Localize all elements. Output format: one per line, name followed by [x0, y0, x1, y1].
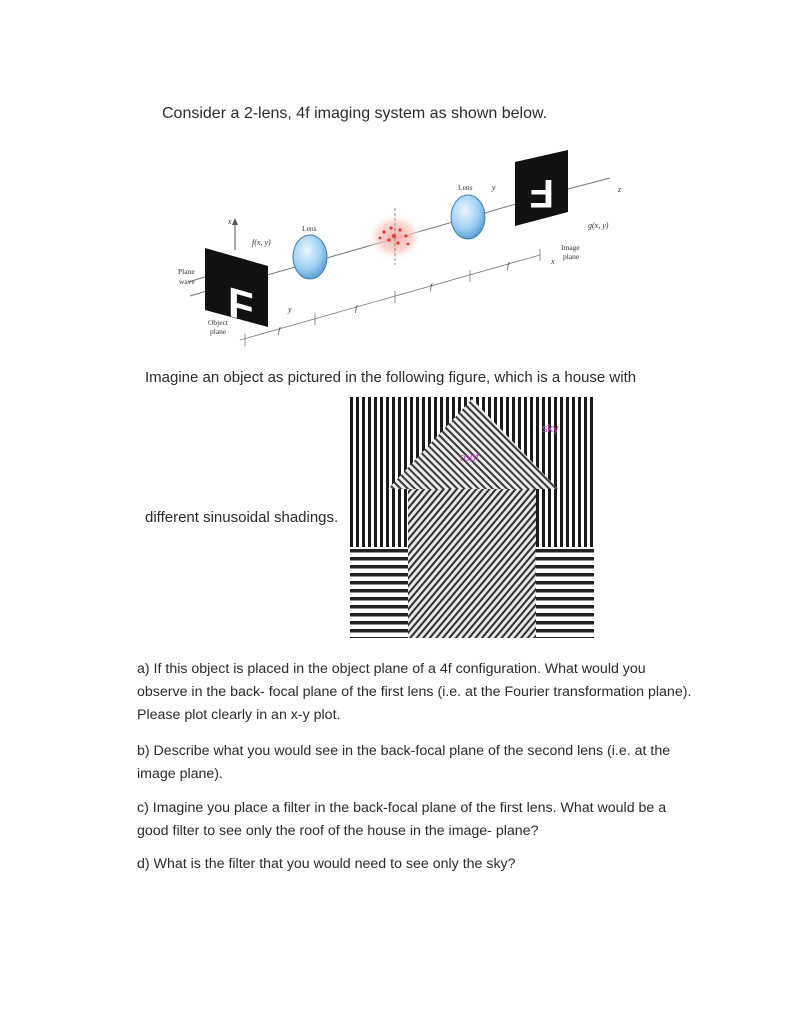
roof-label: roof [460, 452, 479, 464]
question-a: a) If this object is placed in the object plane of a 4f configuration. What would you observe in the back- focal plane of the first lens (i.e. at the Fourier transformation plane). Please plot clearly in an x-y plot. [137, 661, 692, 723]
plane-wave-label-1: Plane [178, 267, 195, 276]
question-d: d) What is the filter that you would need to see only the sky? [137, 856, 516, 872]
object-plane-label-1: Object [208, 318, 228, 327]
f-label-1: f [278, 326, 281, 335]
plane-wave-label-2: wave [179, 277, 195, 286]
image-plane-label-2: plane [563, 252, 580, 261]
lens-1-label: Lens [302, 224, 317, 233]
f-label-4: f [507, 261, 510, 270]
y-axis-label-2: y [492, 183, 496, 192]
g-xy-label: g(x, y) [588, 221, 609, 230]
x-axis-label-1: x [228, 217, 232, 226]
intro-text: Consider a 2-lens, 4f imaging system as shown below. [162, 105, 548, 122]
y-axis-label-1: y [288, 305, 292, 314]
f-label-2: f [355, 304, 358, 313]
lens-1 [293, 235, 327, 279]
f-xy-label: f(x, y) [252, 238, 271, 247]
question-c: c) Imagine you place a filter in the back-focal plane of the first lens. What would be a good filter to see only the roof of the house in the image- plane? [137, 800, 667, 839]
x-axis-label-2: x [551, 257, 555, 266]
sky-label: sky [542, 423, 559, 435]
image-plane-label-1: Image [561, 243, 580, 252]
shading-text: different sinusoidal shadings. [145, 509, 339, 526]
letter-f-inverted: F [529, 171, 554, 215]
focal-distance-marks [240, 249, 540, 346]
house-figure [350, 397, 594, 638]
lens-2 [451, 195, 485, 239]
object-plane-label-2: plane [210, 327, 227, 336]
lens-2-label: Lens [458, 183, 473, 192]
house-body-region [408, 489, 536, 638]
f-label-3: f [430, 282, 433, 291]
z-axis-label: z [618, 185, 622, 194]
4f-system-diagram [170, 150, 630, 355]
question-b: b) Describe what you would see in the back-focal plane of the second lens (i.e. at the image plane). [137, 743, 671, 782]
imagine-text: Imagine an object as pictured in the following figure, which is a house with [145, 369, 637, 386]
letter-f: F [228, 278, 254, 333]
